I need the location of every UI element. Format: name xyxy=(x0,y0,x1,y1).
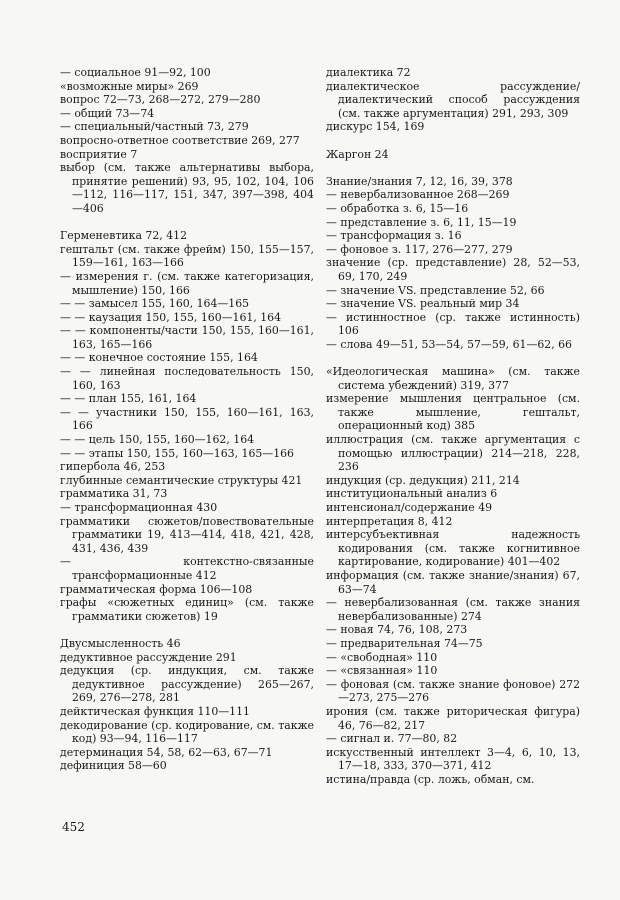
index-column-left xyxy=(60,66,314,773)
index-entry: — сигнал и. 77—80, 82 xyxy=(326,732,458,746)
index-entry: дефиниция 58—60 xyxy=(60,759,167,773)
index-entry: — предварительная 74—75 xyxy=(326,636,483,650)
index-entry: грамматики сюжетов/повествовательные грамматики 19, 413—414, 418, 421, 428, 431, 436, 439 xyxy=(60,514,314,555)
index-column-right xyxy=(326,66,580,786)
index-entry: дейктическая функция 110—111 xyxy=(60,704,250,718)
section-gap xyxy=(60,216,314,230)
index-entry: дедуктивное рассуждение 291 xyxy=(60,650,237,664)
index-entry: графы «сюжетных единиц» (см. также грамматики сюжетов) 19 xyxy=(60,596,314,623)
section-gap xyxy=(326,351,580,365)
index-entry: — «свободная» 110 xyxy=(326,650,438,664)
page-number: 452 xyxy=(62,820,85,834)
index-entry: глубинные семантические структуры 421 xyxy=(60,473,303,487)
index-entry: дискурс 154, 169 xyxy=(326,120,425,134)
index-entry: Жаргон 24 xyxy=(326,147,389,161)
index-entry: диалектика 72 xyxy=(326,66,411,79)
index-entry: — измерения г. (см. также категоризация, мышление) 150, 166 xyxy=(60,269,314,297)
index-entry: гештальт (см. также фрейм) 150, 155—157, 159—161, 163—166 xyxy=(60,242,314,270)
index-entry: — — каузация 150, 155, 160—161, 164 xyxy=(60,310,282,324)
index-entry: информация (см. также знание/знания) 67, 63—74 xyxy=(326,568,580,596)
index-entry: — — компоненты/части 150, 155, 160—161, 163, 165—166 xyxy=(60,324,314,351)
index-entry: — трансформационная 430 xyxy=(60,501,218,514)
index-entry: вопрос 72—73, 268—272, 279—280 xyxy=(60,93,261,107)
index-entry: интерпретация 8, 412 xyxy=(326,514,453,528)
index-entry: вопросно-ответное соответствие 269, 277 xyxy=(60,133,300,147)
index-entry: — представление з. 6, 11, 15—19 xyxy=(326,215,517,229)
index-entry: — специальный/частный 73, 279 xyxy=(60,120,249,134)
index-entry: — новая 74, 76, 108, 273 xyxy=(326,623,468,637)
index-entry: — фоновая (см. также знание фоновое) 272—273, 275—276 xyxy=(326,677,580,705)
index-entry: «Идеологическая машина» (см. также система убеждений) 319, 377 xyxy=(326,365,580,392)
section-gap xyxy=(326,134,580,148)
index-entry: — — линейная последовательность 150, 160, 163 xyxy=(60,365,314,392)
index-entry: Герменевтика 72, 412 xyxy=(60,229,187,243)
index-entry: — трансформация з. 16 xyxy=(326,229,462,243)
index-entry: — — конечное состояние 155, 164 xyxy=(60,351,258,365)
index-entry: — значение VS. реальный мир 34 xyxy=(326,297,520,311)
index-entry: интерсубъективная надежность кодирования (см. также когнитивное картирование, кодирование) 401—402 xyxy=(326,528,580,569)
index-entry: диалектическое рассуждение/диалектический способ рассуждения (см. также аргументация) 291, 293, 309 xyxy=(326,79,580,120)
index-entry: дедукция (ср. индукция, см. также дедуктивное рассуждение) 265—267, 269, 276—278, 281 xyxy=(60,664,314,705)
index-entry: декодирование (ср. кодирование, см. также код) 93—94, 116—117 xyxy=(60,718,314,746)
index-entry: измерение мышления центральное (см. также мышление, гештальт, операционный код) 385 xyxy=(326,392,580,433)
section-gap xyxy=(326,161,580,175)
index-entry: — — цель 150, 155, 160—162, 164 xyxy=(60,433,255,447)
index-entry: Знание/знания 7, 12, 16, 39, 378 xyxy=(326,174,513,188)
index-entry: восприятие 7 xyxy=(60,147,138,161)
index-entry: — значение VS. представление 52, 66 xyxy=(326,283,545,297)
index-entry: — социальное 91—92, 100 xyxy=(60,66,211,79)
index-entry: — обработка з. 6, 15—16 xyxy=(326,201,469,215)
index-entry: ирония (см. также риторическая фигура) 46, 76—82, 217 xyxy=(326,704,580,732)
index-entry: — контекстно-связанные трансформационные 412 xyxy=(60,555,314,582)
index-entry: институциональный анализ 6 xyxy=(326,487,498,501)
index-entry: грамматическая форма 106—108 xyxy=(60,582,253,596)
index-entry: — — этапы 150, 155, 160—163, 165—166 xyxy=(60,446,294,460)
index-entry: истина/правда (ср. ложь, обман, см. xyxy=(326,772,535,786)
index-entry: — — план 155, 161, 164 xyxy=(60,392,197,406)
index-entry: — — участники 150, 155, 160—161, 163, 166 xyxy=(60,405,314,433)
section-gap xyxy=(60,623,314,637)
index-entry: детерминация 54, 58, 62—63, 67—71 xyxy=(60,745,273,759)
index-entry: Двусмысленность 46 xyxy=(60,636,181,650)
index-entry: — слова 49—51, 53—54, 57—59, 61—62, 66 xyxy=(326,337,572,351)
index-entry: — истинностное (ср. также истинность) 106 xyxy=(326,310,580,338)
index-entry: — «связанная» 110 xyxy=(326,664,438,678)
index-entry: — — замысел 155, 160, 164—165 xyxy=(60,297,250,311)
index-entry: значение (ср. представление) 28, 52—53, 69, 170, 249 xyxy=(326,256,580,283)
index-entry: — общий 73—74 xyxy=(60,106,155,120)
index-entry: — невербализованная (см. также знания невербализованные) 274 xyxy=(326,596,580,623)
index-entry: выбор (см. также альтернативы выбора, принятие решений) 93, 95, 102, 104, 106—112, 116—117, 151, 347, 397—398, 404—406 xyxy=(60,161,314,215)
index-entry: иллюстрация (см. также аргументация с помощью иллюстрации) 214—218, 228, 236 xyxy=(326,433,580,474)
index-entry: гипербола 46, 253 xyxy=(60,460,166,474)
index-entry: грамматика 31, 73 xyxy=(60,487,168,501)
index-entry: индукция (ср. дедукция) 211, 214 xyxy=(326,473,520,487)
index-entry: интенсионал/содержание 49 xyxy=(326,501,493,514)
index-entry: — невербализованное 268—269 xyxy=(326,188,510,202)
index-entry: — фоновое з. 117, 276—277, 279 xyxy=(326,242,513,256)
index-entry: искусственный интеллект 3—4, 6, 10, 13, 17—18, 333, 370—371, 412 xyxy=(326,745,580,773)
index-entry: «возможные миры» 269 xyxy=(60,79,199,93)
